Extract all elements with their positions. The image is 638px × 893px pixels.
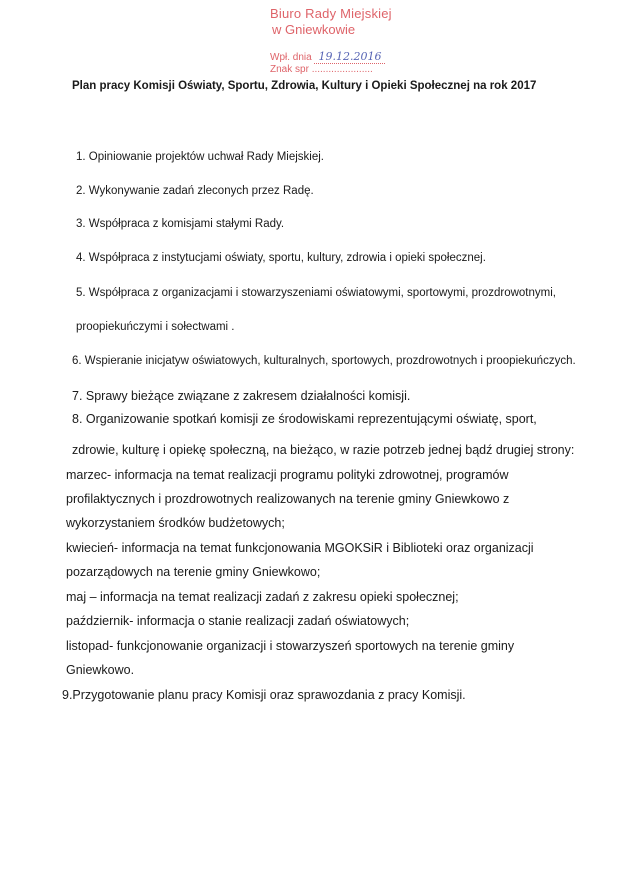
stamp-ref-value: ...................... (311, 64, 373, 75)
meeting-october: październik- informacja o stanie realizacji zadań oświatowych; (66, 614, 410, 628)
meeting-november: listopad- funkcjonowanie organizacji i stowarzyszeń sportowych na terenie gminy (66, 639, 515, 653)
plan-item-2: 2. Wykonywanie zadań zleconych przez Radę. (76, 185, 314, 197)
stamp-town-line: w Gniewkowie (272, 22, 356, 37)
plan-item-8-line-2: zdrowie, kulturę i opiekę społeczną, na bieżąco, w razie potrzeb jednej bądź drugiej strony: (72, 443, 575, 457)
plan-item-7: 7. Sprawy bieżące związane z zakresem działalności komisji. (72, 389, 411, 403)
meeting-march-line-2: profilaktycznych i prozdrowotnych realizowanych na terenie gminy Gniewkowo z (66, 492, 510, 506)
meeting-april-line-2: pozarządowych na terenie gminy Gniewkowo; (66, 565, 321, 579)
stamp-office-line: Biuro Rady Miejskiej (270, 6, 392, 21)
meeting-april: kwiecień- informacja na temat funkcjonowania MGOKSiR i Biblioteki oraz organizacji (66, 541, 534, 555)
document-title: Plan pracy Komisji Oświaty, Sportu, Zdrowia, Kultury i Opieki Społecznej na rok 2017 (72, 80, 537, 92)
plan-item-1: 1. Opiniowanie projektów uchwał Rady Miejskiej. (76, 151, 325, 163)
stamp-date-handwritten: 19.12.2016 (314, 50, 385, 64)
meeting-march: marzec- informacja na temat realizacji programu polityki zdrowotnej, programów (66, 468, 509, 482)
meeting-march-line-3: wykorzystaniem środków budżetowych; (66, 516, 285, 530)
meeting-november-line-2: Gniewkowo. (66, 663, 135, 677)
meeting-may: maj – informacja na temat realizacji zadań z zakresu opieki społecznej; (66, 590, 459, 604)
plan-item-9: 9.Przygotowanie planu pracy Komisji oraz sprawozdania z pracy Komisji. (62, 688, 466, 702)
stamp-date-label: Wpł. dnia (270, 52, 312, 63)
plan-item-8: 8. Organizowanie spotkań komisji ze środowiskami reprezentującymi oświatę, sport, (72, 412, 537, 426)
plan-item-3: 3. Współpraca z komisjami stałymi Rady. (76, 218, 285, 230)
stamp-date-line (270, 50, 385, 63)
plan-item-5: 5. Współpraca z organizacjami i stowarzyszeniami oświatowymi, sportowymi, prozdrowotnymi, (76, 287, 556, 299)
stamp-ref-line (270, 64, 373, 75)
stamp-ref-label: Znak spr (270, 64, 309, 75)
plan-item-4: 4. Współpraca z instytucjami oświaty, sportu, kultury, zdrowia i opieki społecznej. (76, 252, 486, 264)
plan-item-5-continued: proopiekuńczymi i sołectwami . (76, 321, 235, 333)
plan-item-6: 6. Wspieranie inicjatyw oświatowych, kulturalnych, sportowych, prozdrowotnych i proopiekuńczych. (72, 355, 576, 367)
